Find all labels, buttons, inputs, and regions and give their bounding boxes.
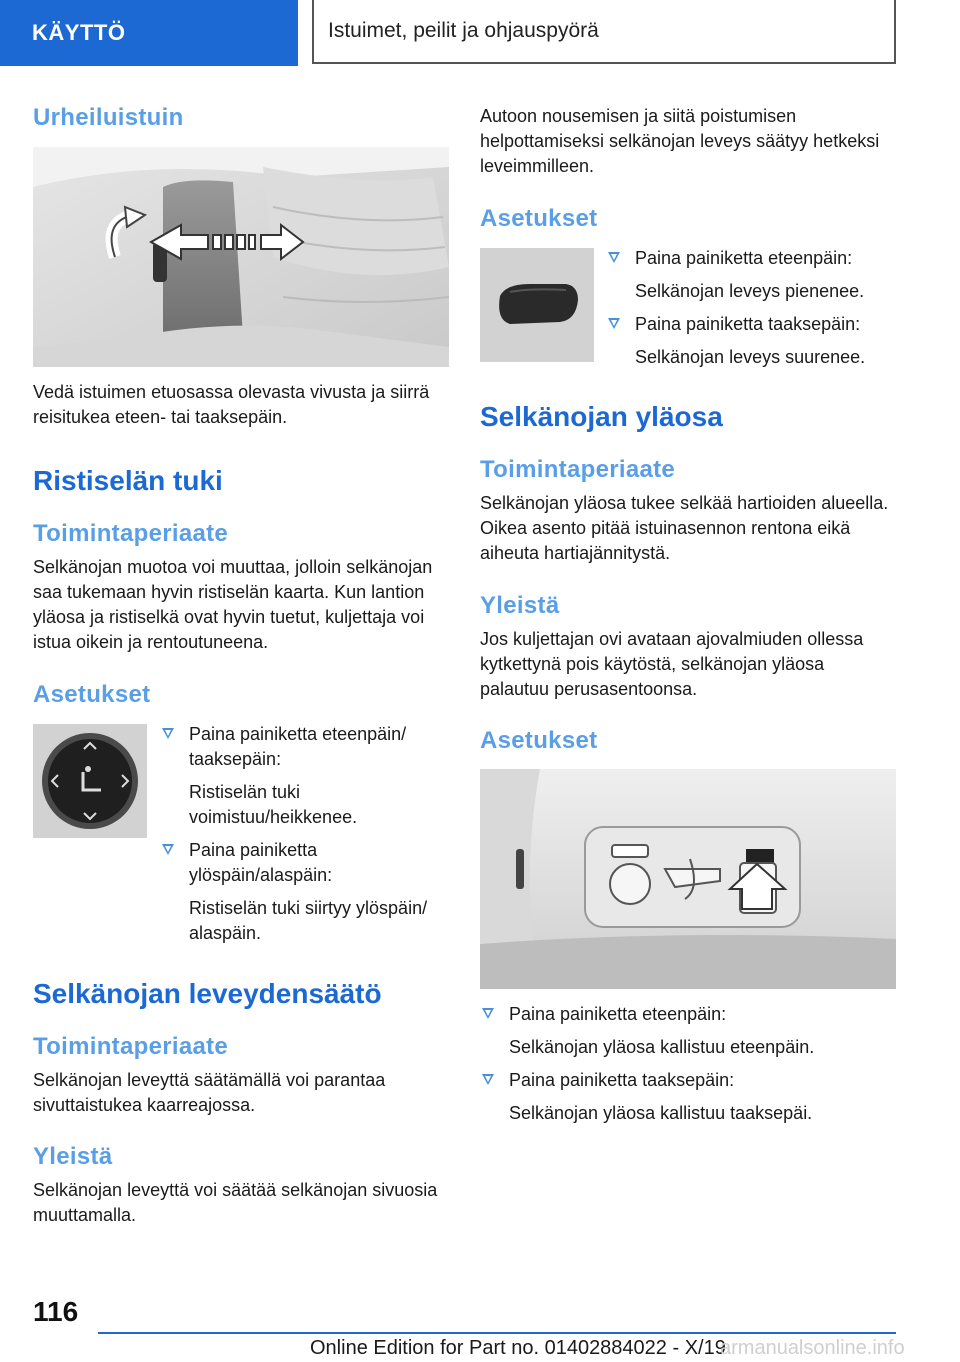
- upper-settings-list: [480, 1002, 896, 1126]
- lumbar-settings-heading: Asetukset: [33, 681, 151, 708]
- edition-text: Online Edition for Part no. 01402884022 - X/19: [310, 1337, 726, 1359]
- width-principle-text: Selkänojan leveyttä säätämällä voi parantaa sivuttaistukea kaarreajossa.: [33, 1070, 386, 1115]
- sport-seat-image: [33, 147, 449, 367]
- upper-principle-heading: Toimintaperiaate: [480, 456, 676, 483]
- list-item-result: Ristiselän tuki voimistuu/heikkenee.: [189, 782, 358, 827]
- upper-principle-text: Selkänojan yläosa tukee selkää hartioiden alueella. Oikea asento pitää istuinasennon rentona eikä aiheuta hartiajännitystä.: [480, 493, 889, 563]
- width-control-image: [480, 248, 594, 362]
- list-item-action: Paina painiketta eteenpäin:: [509, 1004, 727, 1024]
- upper-general-text: Jos kuljettajan ovi avataan ajovalmiuden ollessa kytkettynä pois käytöstä, selkänojan yläosa palautuu perusasentoonsa.: [480, 629, 864, 699]
- lumbar-principle-text: Selkänojan muotoa voi muuttaa, jolloin selkänojan saa tukemaan hyvin ristiselän kaarta. Kun lantion yläosa ja ristiselkä ovat hyvin tuetut, kuljettaja voi istua oikein ja rentoutuneena.: [33, 557, 433, 652]
- bullet-triangle-icon: [162, 728, 174, 739]
- list-item-result: Ristiselän tuki siirtyy ylöspäin/ alaspäin.: [189, 898, 428, 943]
- lumbar-heading: Ristiselän tuki: [33, 465, 223, 496]
- lumbar-settings-list: [160, 722, 450, 946]
- list-item: [480, 1068, 896, 1126]
- list-item-action: Paina painiketta eteenpäin:: [635, 248, 853, 268]
- list-item: [606, 312, 896, 370]
- width-heading: Selkänojan leveydensäätö: [33, 978, 382, 1009]
- list-item-result: Selkänojan yläosa kallistuu taaksepäi.: [509, 1103, 813, 1123]
- footer-rule: [98, 1332, 896, 1334]
- list-item: [160, 838, 450, 946]
- list-item-action: Paina painiketta eteenpäin/ taaksepäin:: [189, 724, 407, 769]
- list-item: [160, 722, 450, 830]
- list-item-result: Selkänojan leveys pienenee.: [635, 281, 865, 301]
- bullet-triangle-icon: [482, 1008, 494, 1019]
- section-title: KÄYTTÖ: [32, 20, 126, 45]
- lumbar-principle-heading: Toimintaperiaate: [33, 520, 229, 547]
- chapter-header: [312, 0, 896, 64]
- list-item-result: Selkänojan yläosa kallistuu eteenpäin.: [509, 1037, 815, 1057]
- section-tab: [0, 0, 298, 66]
- width-general-heading: Yleistä: [33, 1143, 113, 1170]
- list-item: [480, 1002, 896, 1060]
- list-item: [606, 246, 896, 304]
- width-settings-list: [606, 246, 896, 370]
- lumbar-control-image: [33, 724, 147, 838]
- list-item-action: Paina painiketta ylöspäin/alaspäin:: [189, 840, 333, 885]
- sport-seat-heading: Urheiluistuin: [33, 104, 184, 131]
- width-settings-heading: Asetukset: [480, 205, 598, 232]
- width-continued-text: Autoon nousemisen ja siitä poistumisen helpottamiseksi selkänojan leveys säätyy hetkeksi leveimmilleen.: [480, 106, 880, 176]
- bullet-triangle-icon: [162, 844, 174, 855]
- width-principle-heading: Toimintaperiaate: [33, 1033, 229, 1060]
- upper-general-heading: Yleistä: [480, 592, 560, 619]
- width-general-text: Selkänojan leveyttä voi säätää selkänojan sivuosia muuttamalla.: [33, 1180, 438, 1225]
- list-item-action: Paina painiketta taaksepäin:: [635, 314, 861, 334]
- list-item-result: Selkänojan leveys suurenee.: [635, 347, 866, 367]
- upper-heading: Selkänojan yläosa: [480, 401, 723, 432]
- sport-seat-text: Vedä istuimen etuosassa olevasta vivusta ja siirrä reisitukea eteen- tai taaksepäin.: [33, 382, 430, 427]
- list-item-action: Paina painiketta taaksepäin:: [509, 1070, 735, 1090]
- upper-control-image: [480, 769, 896, 989]
- bullet-triangle-icon: [608, 252, 620, 263]
- upper-settings-heading: Asetukset: [480, 727, 598, 754]
- chapter-title: Istuimet, peilit ja ohjauspyörä: [328, 19, 599, 42]
- bullet-triangle-icon: [608, 318, 620, 329]
- bullet-triangle-icon: [482, 1074, 494, 1085]
- watermark: armanualsonline.info: [720, 1337, 905, 1359]
- page-number: 116: [33, 1296, 79, 1327]
